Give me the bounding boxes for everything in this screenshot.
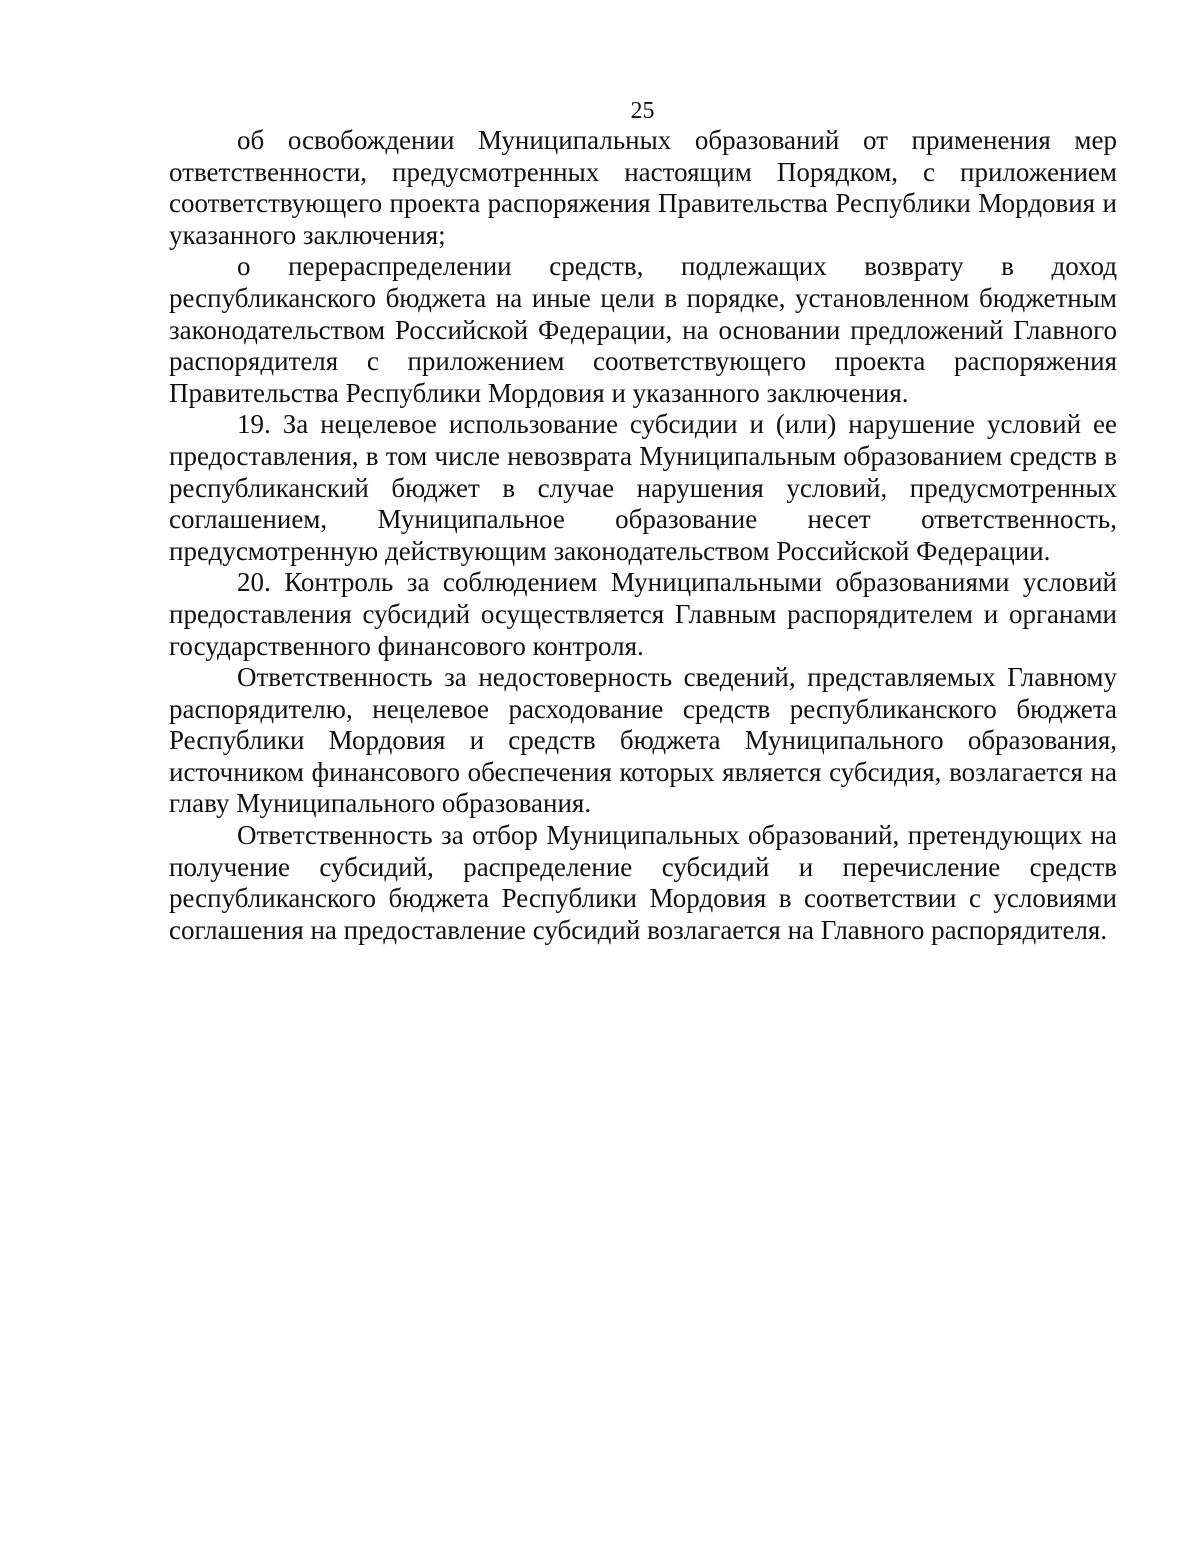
document-body — [169, 125, 1117, 946]
paragraph-responsibility-information: Ответственность за недостоверность сведений, представляемых Главному распорядителю, нецелевое расходование средств республиканского бюджета Республики Мордовия и средств бюджета Муниципального образования, источником финансового обеспечения которых является субсидия, возлагается на главу Муниципального образования. — [169, 662, 1117, 819]
paragraph-item-20: 20. Контроль за соблюдением Муниципальными образованиями условий предоставления субсидий осуществляется Главным распорядителем и органами государственного финансового контроля. — [169, 567, 1117, 661]
page-number: 25 — [630, 98, 655, 124]
paragraph-responsibility-selection: Ответственность за отбор Муниципальных образований, претендующих на получение субсидий, распределение субсидий и перечисление средств республиканского бюджета Республики Мордовия в соответствии с условиями соглашения на предоставление субсидий возлагается на Главного распорядителя. — [169, 820, 1117, 945]
paragraph-release-from-liability: об освобождении Муниципальных образований от применения мер ответственности, предусмотренных настоящим Порядком, с приложением соответствующего проекта распоряжения Правительства Республики Мордовия и указанного заключения; — [169, 125, 1117, 250]
paragraph-redistribution: о перераспределении средств, подлежащих возврату в доход республиканского бюджета на иные цели в порядке, установленном бюджетным законодательством Российской Федерации, на основании предложений Главного распорядителя с приложением соответствующего проекта распоряжения Правительства Республики Мордовия и указанного заключения. — [169, 251, 1117, 408]
paragraph-item-19: 19. За нецелевое использование субсидии и (или) нарушение условий ее предоставления, в том числе невозврата Муниципальным образованием средств в республиканский бюджет в случае нарушения условий, предусмотренных соглашением, Муниципальное образование несет ответственность, предусмотренную действующим законодательством Российской Федерации. — [169, 409, 1117, 566]
